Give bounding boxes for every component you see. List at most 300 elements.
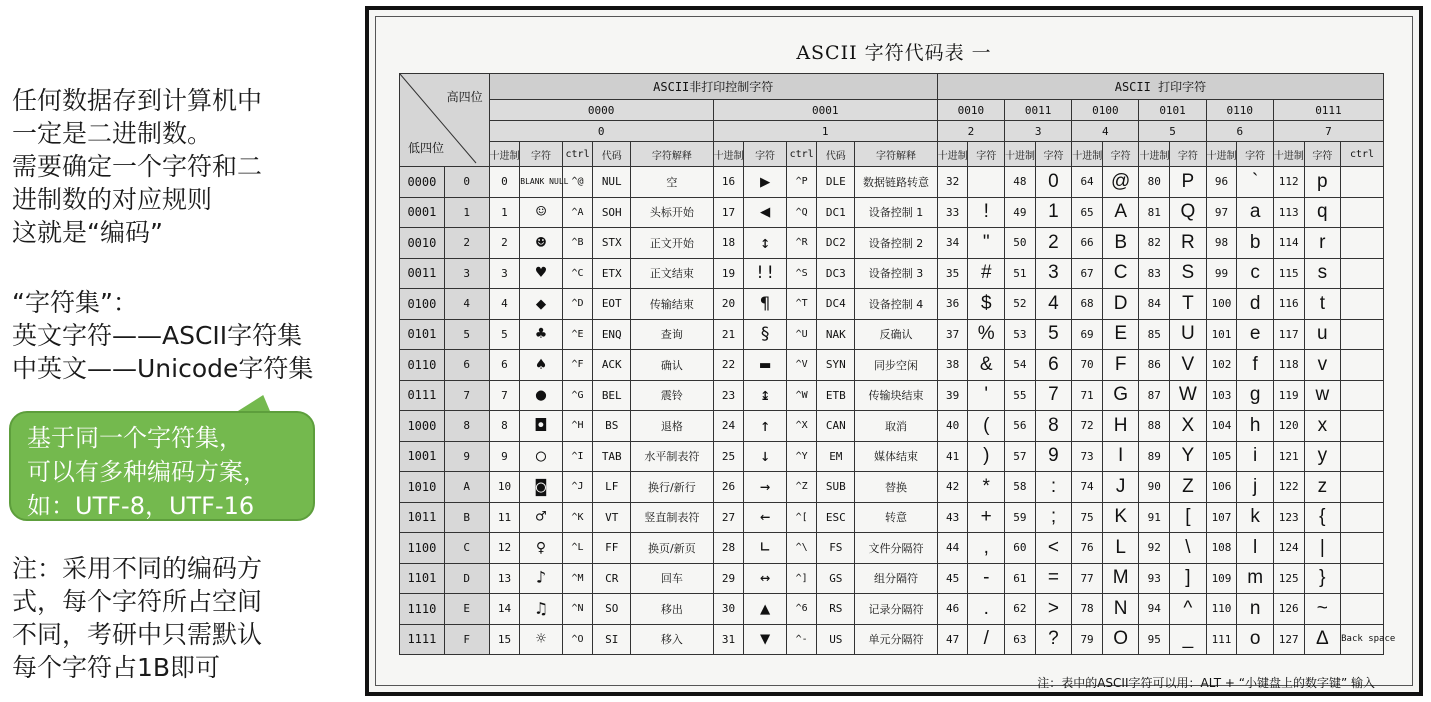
- empty-ctrl-cell: [1341, 258, 1384, 289]
- intro-line: 一定是二进制数。: [12, 119, 213, 148]
- printable-char-cell: ,: [968, 533, 1005, 564]
- printable-char-cell: M: [1102, 563, 1139, 594]
- low-bits-cell: 1110: [400, 594, 445, 625]
- code-cell: EOT: [593, 289, 631, 320]
- table-row: [400, 563, 1384, 594]
- printable-char-cell: 0: [1035, 167, 1072, 198]
- intro-line: 需要确定一个字符和二: [12, 152, 263, 181]
- printable-char-cell: %: [968, 319, 1005, 350]
- ctrl-key-cell: ^B: [562, 228, 593, 259]
- description-cell: 正文开始: [631, 228, 714, 259]
- decimal-cell: 83: [1139, 258, 1170, 289]
- low-hex-cell: 6: [444, 350, 489, 381]
- control-symbol-cell: ♣: [520, 319, 562, 350]
- high-hex-header: 0: [489, 121, 713, 142]
- low-hex-cell: 5: [444, 319, 489, 350]
- code-cell: DC3: [817, 258, 855, 289]
- decimal-cell: 110: [1206, 594, 1237, 625]
- printable-char-cell: +: [968, 502, 1005, 533]
- description-cell: 记录分隔符: [855, 594, 938, 625]
- ctrl-key-cell: ^X: [786, 411, 817, 442]
- decimal-cell: 58: [1005, 472, 1036, 503]
- printable-char-cell: W: [1170, 380, 1207, 411]
- printable-char-cell: ^: [1170, 594, 1207, 625]
- decimal-cell: 88: [1139, 411, 1170, 442]
- printable-char-cell: N: [1102, 594, 1139, 625]
- low-hex-cell: C: [444, 533, 489, 564]
- printable-char-cell: g: [1237, 380, 1274, 411]
- description-cell: 换行/新行: [631, 472, 714, 503]
- low-bits-cell: 1001: [400, 441, 445, 472]
- printable-char-cell: x: [1304, 411, 1341, 442]
- description-cell: 正文结束: [631, 258, 714, 289]
- ctrl-key-cell: ^M: [562, 563, 593, 594]
- low-hex-cell: 3: [444, 258, 489, 289]
- ctrl-key-cell: ^U: [786, 319, 817, 350]
- ctrl-key-cell: ^H: [562, 411, 593, 442]
- decimal-cell: 64: [1072, 167, 1103, 198]
- low-bits-cell: 1100: [400, 533, 445, 564]
- col-code-header: 代码: [593, 142, 631, 167]
- col-decimal-header: 十进制: [1206, 142, 1237, 167]
- printable-char-cell: 2: [1035, 228, 1072, 259]
- low-bits-cell: 0100: [400, 289, 445, 320]
- corner-low-label: 低四位: [408, 141, 445, 155]
- decimal-cell: 35: [937, 258, 968, 289]
- decimal-cell: 11: [489, 502, 520, 533]
- decimal-cell: 30: [713, 594, 744, 625]
- decimal-cell: 96: [1206, 167, 1237, 198]
- control-symbol-cell: ◆: [520, 289, 562, 320]
- low-hex-cell: D: [444, 563, 489, 594]
- decimal-cell: 1: [489, 197, 520, 228]
- low-bits-cell: 1010: [400, 472, 445, 503]
- decimal-cell: 2: [489, 228, 520, 259]
- decimal-cell: 122: [1273, 472, 1304, 503]
- group-nonprint-header: ASCII非打印控制字符: [489, 74, 937, 100]
- decimal-cell: 28: [713, 533, 744, 564]
- code-cell: VT: [593, 502, 631, 533]
- code-cell: ENQ: [593, 319, 631, 350]
- control-symbol-cell: ¶: [744, 289, 786, 320]
- control-symbol-cell: ♀: [520, 533, 562, 564]
- printable-char-cell: ~: [1304, 594, 1341, 625]
- col-desc-header: 字符解释: [631, 142, 714, 167]
- high-bits-header: 0110: [1206, 100, 1273, 121]
- code-cell: TAB: [593, 441, 631, 472]
- decimal-cell: 82: [1139, 228, 1170, 259]
- decimal-cell: 41: [937, 441, 968, 472]
- col-decimal-header: 十进制: [713, 142, 744, 167]
- printable-char-cell: $: [968, 289, 1005, 320]
- decimal-cell: 21: [713, 319, 744, 350]
- printable-char-cell: l: [1237, 533, 1274, 564]
- decimal-cell: 39: [937, 380, 968, 411]
- col-decimal-header: 十进制: [489, 142, 520, 167]
- ctrl-key-cell: ^[: [786, 502, 817, 533]
- empty-ctrl-cell: [1341, 197, 1384, 228]
- table-row: [400, 289, 1384, 320]
- description-cell: 替换: [855, 472, 938, 503]
- code-cell: ACK: [593, 350, 631, 381]
- col-char-header: 字符: [1170, 142, 1207, 167]
- printable-char-cell: X: [1170, 411, 1207, 442]
- description-cell: 数据链路转意: [855, 167, 938, 198]
- decimal-cell: 33: [937, 197, 968, 228]
- decimal-cell: 15: [489, 624, 520, 655]
- decimal-cell: 77: [1072, 563, 1103, 594]
- printable-char-cell: (: [968, 411, 1005, 442]
- printable-char-cell: o: [1237, 624, 1274, 655]
- code-cell: DLE: [817, 167, 855, 198]
- high-hex-header: 5: [1139, 121, 1206, 142]
- col-char-header: 字符: [1102, 142, 1139, 167]
- table-row: [400, 350, 1384, 381]
- col-char-header: 字符: [968, 142, 1005, 167]
- decimal-cell: 38: [937, 350, 968, 381]
- ctrl-key-cell: ^6: [786, 594, 817, 625]
- table-row: [400, 319, 1384, 350]
- control-symbol-cell: ↨: [744, 380, 786, 411]
- printable-char-cell: 9: [1035, 441, 1072, 472]
- code-cell: DC2: [817, 228, 855, 259]
- printable-char-cell: ": [968, 228, 1005, 259]
- empty-ctrl-cell: [1341, 319, 1384, 350]
- decimal-cell: 49: [1005, 197, 1036, 228]
- high-bits-header: 0000: [489, 100, 713, 121]
- note-line: 注：采用不同的编码方: [12, 554, 263, 583]
- printable-char-cell: F: [1102, 350, 1139, 381]
- printable-char-cell: :: [1035, 472, 1072, 503]
- table-row: [400, 197, 1384, 228]
- code-cell: US: [817, 624, 855, 655]
- charset-line: 中英文——Unicode字符集: [12, 354, 314, 383]
- decimal-cell: 48: [1005, 167, 1036, 198]
- ctrl-key-cell: ^Q: [786, 197, 817, 228]
- ctrl-key-cell: ^A: [562, 197, 593, 228]
- code-cell: STX: [593, 228, 631, 259]
- printable-char-cell: S: [1170, 258, 1207, 289]
- printable-char-cell: u: [1304, 319, 1341, 350]
- decimal-cell: 116: [1273, 289, 1304, 320]
- printable-char-cell: c: [1237, 258, 1274, 289]
- printable-char-cell: ': [968, 380, 1005, 411]
- decimal-cell: 17: [713, 197, 744, 228]
- code-cell: SO: [593, 594, 631, 625]
- code-cell: ETB: [817, 380, 855, 411]
- decimal-cell: 60: [1005, 533, 1036, 564]
- control-symbol-cell: ◀: [744, 197, 786, 228]
- empty-ctrl-cell: [1341, 441, 1384, 472]
- description-cell: 转意: [855, 502, 938, 533]
- control-symbol-cell: ↓: [744, 441, 786, 472]
- decimal-cell: 91: [1139, 502, 1170, 533]
- low-bits-cell: 0000: [400, 167, 445, 198]
- code-cell: NAK: [817, 319, 855, 350]
- ctrl-key-cell: ^Y: [786, 441, 817, 472]
- decimal-cell: 34: [937, 228, 968, 259]
- printable-char-cell: f: [1237, 350, 1274, 381]
- ctrl-key-cell: ^L: [562, 533, 593, 564]
- charset-line: 英文字符——ASCII字符集: [12, 321, 303, 350]
- decimal-cell: 52: [1005, 289, 1036, 320]
- ctrl-key-cell: ^S: [786, 258, 817, 289]
- code-cell: CR: [593, 563, 631, 594]
- ctrl-key-cell: ^J: [562, 472, 593, 503]
- printable-char-cell: t: [1304, 289, 1341, 320]
- col-ctrl-header: ctrl: [1341, 142, 1384, 167]
- printable-char-cell: U: [1170, 319, 1207, 350]
- decimal-cell: 126: [1273, 594, 1304, 625]
- decimal-cell: 108: [1206, 533, 1237, 564]
- ctrl-key-cell: ^K: [562, 502, 593, 533]
- printable-char-cell: 4: [1035, 289, 1072, 320]
- printable-char-cell: ]: [1170, 563, 1207, 594]
- printable-char-cell: h: [1237, 411, 1274, 442]
- table-title: ASCII 字符代码表 一: [796, 42, 992, 64]
- decimal-cell: 69: [1072, 319, 1103, 350]
- col-decimal-header: 十进制: [1005, 142, 1036, 167]
- printable-char-cell: n: [1237, 594, 1274, 625]
- intro-line: 这就是“编码”: [12, 218, 163, 247]
- printable-char-cell: Q: [1170, 197, 1207, 228]
- low-hex-cell: 4: [444, 289, 489, 320]
- empty-ctrl-cell: [1341, 533, 1384, 564]
- code-cell: GS: [817, 563, 855, 594]
- high-hex-header: 7: [1273, 121, 1383, 142]
- control-symbol-cell: §: [744, 319, 786, 350]
- description-cell: 水平制表符: [631, 441, 714, 472]
- empty-ctrl-cell: [1341, 380, 1384, 411]
- printable-char-cell: P: [1170, 167, 1207, 198]
- decimal-cell: 5: [489, 319, 520, 350]
- decimal-cell: 123: [1273, 502, 1304, 533]
- printable-char-cell: r: [1304, 228, 1341, 259]
- col-char-header: 字符: [520, 142, 562, 167]
- decimal-cell: 93: [1139, 563, 1170, 594]
- decimal-cell: 73: [1072, 441, 1103, 472]
- decimal-cell: 62: [1005, 594, 1036, 625]
- control-symbol-cell: ●: [520, 380, 562, 411]
- decimal-cell: 105: [1206, 441, 1237, 472]
- description-cell: 反确认: [855, 319, 938, 350]
- decimal-cell: 4: [489, 289, 520, 320]
- decimal-cell: 109: [1206, 563, 1237, 594]
- ctrl-key-cell: ^]: [786, 563, 817, 594]
- decimal-cell: 121: [1273, 441, 1304, 472]
- decimal-cell: 112: [1273, 167, 1304, 198]
- high-bits-header: 0010: [937, 100, 1004, 121]
- empty-ctrl-cell: [1341, 411, 1384, 442]
- table-row: [400, 380, 1384, 411]
- description-cell: 设备控制 3: [855, 258, 938, 289]
- decimal-cell: 102: [1206, 350, 1237, 381]
- ctrl-key-cell: ^I: [562, 441, 593, 472]
- ctrl-key-cell: ^R: [786, 228, 817, 259]
- ctrl-key-cell: ^D: [562, 289, 593, 320]
- high-hex-header: 4: [1072, 121, 1139, 142]
- decimal-cell: 23: [713, 380, 744, 411]
- empty-ctrl-cell: [1341, 289, 1384, 320]
- decimal-cell: 36: [937, 289, 968, 320]
- col-decimal-header: 十进制: [1273, 142, 1304, 167]
- printable-char-cell: 8: [1035, 411, 1072, 442]
- col-decimal-header: 十进制: [1072, 142, 1103, 167]
- low-hex-cell: 2: [444, 228, 489, 259]
- description-cell: 设备控制 1: [855, 197, 938, 228]
- printable-char-cell: i: [1237, 441, 1274, 472]
- decimal-cell: 90: [1139, 472, 1170, 503]
- corner-high-label: 高四位: [446, 90, 483, 104]
- control-symbol-cell: ▬: [744, 350, 786, 381]
- code-cell: NUL: [593, 167, 631, 198]
- decimal-cell: 16: [713, 167, 744, 198]
- callout-line: 可以有多种编码方案，: [27, 458, 267, 486]
- decimal-cell: 20: [713, 289, 744, 320]
- empty-ctrl-cell: [1341, 350, 1384, 381]
- decimal-cell: 113: [1273, 197, 1304, 228]
- code-cell: ESC: [817, 502, 855, 533]
- table-row: [400, 472, 1384, 503]
- printable-char-cell: C: [1102, 258, 1139, 289]
- code-cell: BS: [593, 411, 631, 442]
- ctrl-key-cell: ^G: [562, 380, 593, 411]
- decimal-cell: 25: [713, 441, 744, 472]
- high-hex-header: 2: [937, 121, 1004, 142]
- printable-char-cell: L: [1102, 533, 1139, 564]
- decimal-cell: 87: [1139, 380, 1170, 411]
- table-row: [400, 441, 1384, 472]
- printable-char-cell: !: [968, 197, 1005, 228]
- control-symbol-cell: ▼: [744, 624, 786, 655]
- charset-line: “字符集”：: [12, 288, 138, 317]
- printable-char-cell: d: [1237, 289, 1274, 320]
- ctrl-key-cell: ^\: [786, 533, 817, 564]
- decimal-cell: 29: [713, 563, 744, 594]
- printable-char-cell: &: [968, 350, 1005, 381]
- code-cell: BEL: [593, 380, 631, 411]
- empty-ctrl-cell: [1341, 472, 1384, 503]
- code-cell: SOH: [593, 197, 631, 228]
- code-cell: LF: [593, 472, 631, 503]
- printable-char-cell: s: [1304, 258, 1341, 289]
- printable-char-cell: T: [1170, 289, 1207, 320]
- high-hex-header: 1: [713, 121, 937, 142]
- low-bits-cell: 0010: [400, 228, 445, 259]
- description-cell: 空: [631, 167, 714, 198]
- decimal-cell: 67: [1072, 258, 1103, 289]
- decimal-cell: 84: [1139, 289, 1170, 320]
- printable-char-cell: K: [1102, 502, 1139, 533]
- col-decimal-header: 十进制: [937, 142, 968, 167]
- decimal-cell: 75: [1072, 502, 1103, 533]
- decimal-cell: 68: [1072, 289, 1103, 320]
- col-char-header: 字符: [744, 142, 786, 167]
- decimal-cell: 14: [489, 594, 520, 625]
- control-symbol-cell: ↔: [744, 563, 786, 594]
- printable-char-cell: Z: [1170, 472, 1207, 503]
- decimal-cell: 51: [1005, 258, 1036, 289]
- low-bits-cell: 0001: [400, 197, 445, 228]
- decimal-cell: 6: [489, 350, 520, 381]
- control-symbol-cell: ←: [744, 502, 786, 533]
- description-cell: 回车: [631, 563, 714, 594]
- description-cell: 竖直制表符: [631, 502, 714, 533]
- code-cell: RS: [817, 594, 855, 625]
- control-symbol-cell: ☼: [520, 624, 562, 655]
- ctrl-key-cell: Back space: [1341, 624, 1384, 655]
- decimal-cell: 43: [937, 502, 968, 533]
- low-bits-cell: 1000: [400, 411, 445, 442]
- printable-char-cell: {: [1304, 502, 1341, 533]
- decimal-cell: 32: [937, 167, 968, 198]
- description-cell: 退格: [631, 411, 714, 442]
- description-cell: 设备控制 4: [855, 289, 938, 320]
- ctrl-key-cell: ^E: [562, 319, 593, 350]
- printable-char-cell: G: [1102, 380, 1139, 411]
- col-ctrl-header: ctrl: [562, 142, 593, 167]
- decimal-cell: 99: [1206, 258, 1237, 289]
- table-row: [400, 594, 1384, 625]
- decimal-cell: 85: [1139, 319, 1170, 350]
- note-line: 每个字符占1B即可: [12, 653, 221, 682]
- printable-char-cell: A: [1102, 197, 1139, 228]
- decimal-cell: 40: [937, 411, 968, 442]
- col-ctrl-header: ctrl: [786, 142, 817, 167]
- decimal-cell: 22: [713, 350, 744, 381]
- ctrl-key-cell: ^C: [562, 258, 593, 289]
- printable-char-cell: E: [1102, 319, 1139, 350]
- low-bits-cell: 0110: [400, 350, 445, 381]
- col-char-header: 字符: [1237, 142, 1274, 167]
- ctrl-key-cell: ^N: [562, 594, 593, 625]
- decimal-cell: 37: [937, 319, 968, 350]
- ascii-table: [399, 73, 1396, 655]
- printable-char-cell: p: [1304, 167, 1341, 198]
- decimal-cell: 95: [1139, 624, 1170, 655]
- description-cell: 查询: [631, 319, 714, 350]
- low-hex-cell: 9: [444, 441, 489, 472]
- printable-char-cell: `: [1237, 167, 1274, 198]
- code-cell: FS: [817, 533, 855, 564]
- control-symbol-cell: ◘: [520, 411, 562, 442]
- code-cell: FF: [593, 533, 631, 564]
- decimal-cell: 124: [1273, 533, 1304, 564]
- empty-ctrl-cell: [1341, 594, 1384, 625]
- printable-char-cell: 6: [1035, 350, 1072, 381]
- note-line: 不同，考研中只需默认: [12, 620, 263, 649]
- printable-char-cell: J: [1102, 472, 1139, 503]
- printable-char-cell: 1: [1035, 197, 1072, 228]
- description-cell: 取消: [855, 411, 938, 442]
- ctrl-key-cell: ^P: [786, 167, 817, 198]
- decimal-cell: 50: [1005, 228, 1036, 259]
- high-hex-header: 6: [1206, 121, 1273, 142]
- empty-ctrl-cell: [1341, 502, 1384, 533]
- decimal-cell: 118: [1273, 350, 1304, 381]
- callout-line: 如：UTF-8，UTF-16: [27, 492, 255, 520]
- printable-char-cell: Δ: [1304, 624, 1341, 655]
- control-symbol-cell: ↕: [744, 228, 786, 259]
- decimal-cell: 9: [489, 441, 520, 472]
- callout-bubble: [9, 411, 315, 521]
- description-cell: 传输块结束: [855, 380, 938, 411]
- description-cell: 媒体结束: [855, 441, 938, 472]
- note-line: 式，每个字符所占空间: [12, 587, 263, 616]
- code-cell: SUB: [817, 472, 855, 503]
- decimal-cell: 55: [1005, 380, 1036, 411]
- decimal-cell: 101: [1206, 319, 1237, 350]
